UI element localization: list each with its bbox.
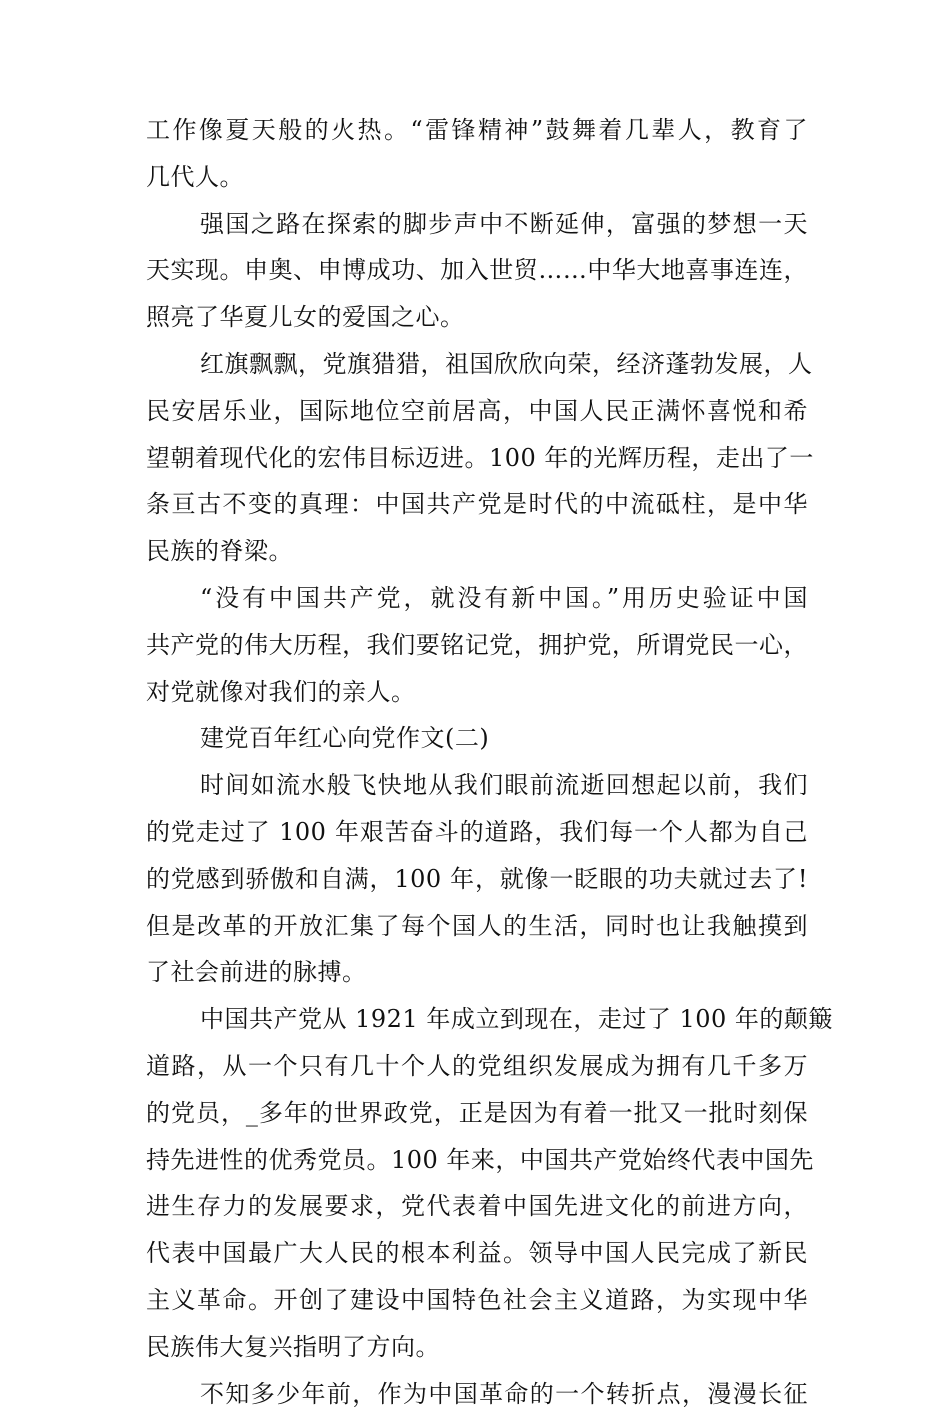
- paragraph: [146, 996, 833, 1370]
- paragraph: [146, 575, 808, 715]
- text-line: 望朝着现代化的宏伟目标迈进。100 年的光辉历程，走出了一: [146, 443, 814, 472]
- text-line: 的党员，_多年的世界政党，正是因为有着一批又一批时刻保: [146, 1098, 808, 1127]
- text-line: 照亮了华夏儿女的爱国之心。: [146, 303, 465, 332]
- text-line: 进生存力的发展要求，党代表着中国先进文化的前进方向，: [146, 1192, 808, 1221]
- text-line: 民族的脊梁。: [146, 537, 293, 566]
- text-line: 但是改革的开放汇集了每个国人的生活，同时也让我触摸到: [146, 911, 808, 940]
- text-line: 建党百年红心向党作文(二): [200, 724, 490, 753]
- paragraph: [146, 1371, 808, 1417]
- text-line: 共产党的伟大历程，我们要铭记党，拥护党，所谓党民一心，: [146, 630, 808, 659]
- text-line: 天实现。申奥、申博成功、加入世贸……中华大地喜事连连，: [146, 256, 808, 285]
- text-line: 的党感到骄傲和自满，100 年，就像一眨眼的功夫就过去了!: [146, 864, 808, 893]
- text-line: 条亘古不变的真理：中国共产党是时代的中流砥柱，是中华: [146, 490, 808, 519]
- text-line: 对党就像对我们的亲人。: [146, 677, 416, 706]
- document-body: [146, 107, 833, 1417]
- text-line: 民安居乐业，国际地位空前居高，中国人民正满怀喜悦和希: [146, 396, 808, 425]
- text-line: 工作像夏天般的火热。“雷锋精神”鼓舞着几辈人，教育了: [146, 116, 808, 144]
- text-line: 不知多少年前，作为中国革命的一个转折点，漫漫长征: [200, 1379, 808, 1408]
- text-line: 强国之路在探索的脚步声中不断延伸，富强的梦想一天: [200, 209, 808, 238]
- text-line: 中国共产党从 1921 年成立到现在，走过了 100 年的颠簸: [200, 1005, 833, 1034]
- text-line: 时间如流水般飞快地从我们眼前流逝回想起以前，我们: [200, 771, 808, 800]
- text-line: 主义革命。开创了建设中国特色社会主义道路，为实现中华: [146, 1285, 808, 1314]
- text-line: 道路，从一个只有几十个人的党组织发展成为拥有几千多万: [146, 1051, 808, 1080]
- paragraph: [146, 762, 808, 996]
- text-line: “没有中国共产党，就没有新中国。”用历史验证中国: [200, 583, 808, 612]
- paragraph: [146, 201, 808, 341]
- text-line: 红旗飘飘，党旗猎猎，祖国欣欣向荣，经济蓬勃发展，人: [200, 349, 813, 378]
- text-line: 了社会前进的脉搏。: [146, 958, 367, 987]
- text-line: 民族伟大复兴指明了方向。: [146, 1332, 440, 1361]
- text-line: 代表中国最广大人民的根本利益。领导中国人民完成了新民: [146, 1239, 808, 1268]
- text-line: 的党走过了 100 年艰苦奋斗的道路，我们每一个人都为自己: [146, 817, 808, 846]
- section-heading: [146, 715, 808, 762]
- paragraph: [146, 107, 808, 201]
- text-line: 几代人。: [146, 162, 244, 191]
- text-line: 持先进性的优秀党员。100 年来，中国共产党始终代表中国先: [146, 1145, 814, 1174]
- paragraph: [146, 341, 814, 575]
